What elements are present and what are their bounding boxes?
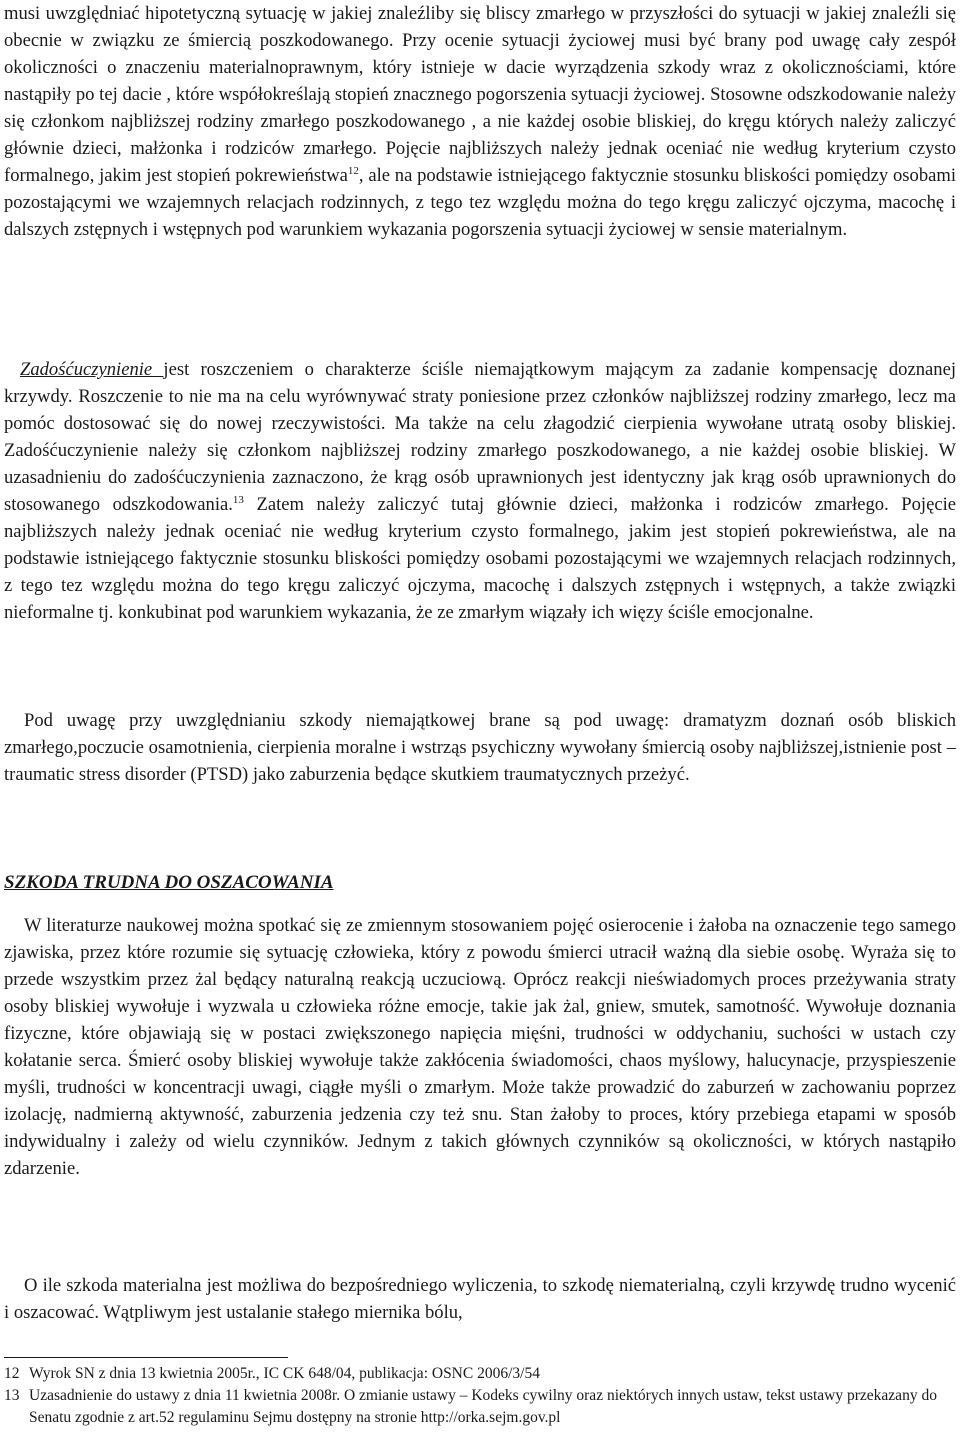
paragraph-2: [4, 356, 956, 626]
term-zadoscuczynienie: Zadośćuczynienie: [20, 359, 164, 380]
footnote-number: 12: [4, 1365, 20, 1382]
footnote-divider: [4, 1357, 288, 1358]
section-heading: SZKODA TRUDNA DO OSZACOWANIA: [4, 872, 334, 893]
footnote-text: Wyrok SN z dnia 13 kwietnia 2005r., IC CK 648/04, publikacja: OSNC 2006/3/54: [29, 1365, 540, 1382]
paragraph-2-text-a: jest roszczeniem o charakterze ściśle niemajątkowym mającym za zadanie kompensację doznanej krzywdy. Roszczenie to nie ma na celu wyrównywać straty poniesione przez członków najbliższej rodziny zmarłego, lecz ma pomóc dostosować się do nowej rzeczywistości. Ma także na celu złagodzić cierpienia wywołane utratą osoby bliskiej. Zadośćuczynienie należy się członkom najbliższej rodziny zmarłego poszkodowanego, a nie każdej osobie bliskiej. W uzasadnieniu do zadośćuczynienia zaznaczono, że krąg osób uprawnionych jest identyczny jak krąg osób uprawnionych do stosowanego odszkodowania.: [4, 359, 956, 515]
footnote-ref-12[interactable]: 12: [347, 165, 359, 177]
paragraph-5: O ile szkoda materialna jest możliwa do bezpośredniego wyliczenia, to szkodę niematerialną, czyli krzywdę trudno wycenić i oszacować. Wątpliwym jest ustalanie stałego miernika bólu,: [4, 1275, 956, 1323]
paragraph-1-text-b: , ale na podstawie istniejącego faktycznie stosunku bliskości pomiędzy osobami pozostającymi we wzajemnych relacjach rodzinnych, z tego tez względu można do tego kręgu zaliczyć ojczyma, macochę i dalszych zstępnych i wstępnych pod warunkiem wykazania pogorszenia sytuacji życiowej w sensie materialnym.: [4, 165, 957, 240]
footnote-number: 13: [4, 1387, 20, 1404]
footnote-13: [4, 1385, 956, 1428]
paragraph-4: W literaturze naukowej można spotkać się ze zmiennym stosowaniem pojęć osierocenie i żałoba na oznaczenie tego samego zjawiska, przez które rozumie się sytuację człowieka, który z powodu śmierci utracił ważną dla siebie osobę. Wyraża się to przede wszystkim przez żal będący naturalną reakcją uczuciową. Oprócz reakcji nieświadomych proces przeżywania straty osoby bliskiej wywołuje i wyzwala u człowieka różne emocje, takie jak żal, gniew, smutek, samotność. Wywołuje doznania fizyczne, które objawiają się w postaci zwiększonego napięcia mięśni, trudności w oddychaniu, suchości w ustach czy kołatanie serca. Śmierć osoby bliskiej wywołuje także zakłócenia świadomości, chaos myślowy, halucynacje, przyspieszenie myśli, trudności w koncentracji uwagi, ciągłe myśli o zmarłym. Może także prowadzić do zaburzeń w zachowaniu poprzez izolację, nadmierną aktywność, zaburzenia jedzenia czy też snu. Stan żałoby to proces, który przebiega etapami w sposób indywidualny i zależy od wielu czynników. Jednym z takich głównych czynników są okoliczności, w których nastąpiło zdarzenie.: [4, 915, 956, 1179]
footnote-12: [4, 1363, 956, 1385]
footnote-text: Uzasadnienie do ustawy z dnia 11 kwietnia 2008r. O zmianie ustawy – Kodeks cywilny oraz niektórych innych ustaw, tekst ustawy przekazany do Senatu zgodnie z art.52 regulaminu Sejmu dostępny na stronie http://orka.sejm.gov.pl: [29, 1387, 937, 1426]
paragraph-2-text-b: Zatem należy zaliczyć tutaj głównie dzieci, małżonka i rodziców zmarłego. Pojęcie najbliższych należy jednak oceniać nie według kryterium czysto formalnego, jakim jest stopień pokrewieństwa, ale na podstawie istniejącego faktycznie stosunku bliskości pomiędzy osobami pozostającymi we wzajemnych relacjach rodzinnych, z tego tez względu można do tego kręgu zaliczyć ojczyma, macochę i dalszych zstępnych i wstępnych, a także związki nieformalne tj. konkubinat pod warunkiem wykazania, że ze zmarłym wiązały ich więzy ściśle emocjonalne.: [4, 494, 956, 623]
footnote-ref-13[interactable]: 13: [232, 494, 244, 506]
paragraph-1: [4, 0, 956, 243]
paragraph-1-text-a: musi uwzględniać hipotetyczną sytuację w jakiej znaleźliby się bliscy zmarłego w przyszłości do sytuacji w jakiej znaleźli się obecnie w związku ze śmiercią poszkodowanego. Przy ocenie sytuacji życiowej musi być brany pod uwagę cały zespół okoliczności o znaczeniu materialnoprawnym, który istnieje w dacie wyrządzenia szkody wraz z okolicznościami, które nastąpiły po tej dacie , które współokreślają stopień znacznego pogorszenia sytuacji życiowej. Stosowne odszkodowanie należy się członkom najbliższej rodziny zmarłego poszkodowanego , a nie każdej osobie bliskiej, do kręgu których należy zaliczyć głównie dzieci, małżonka i rodziców zmarłego. Pojęcie najbliższych należy jednak oceniać nie według kryterium czysto formalnego, jakim jest stopień pokrewieństwa: [4, 3, 956, 186]
paragraph-3: Pod uwagę przy uwzględnianiu szkody niemajątkowej brane są pod uwagę: dramatyzm doznań osób bliskich zmarłego,poczucie osamotnienia, cierpienia moralne i wstrząs psychiczny wywołany śmiercią osoby najbliższej,istnienie post – traumatic stress disorder (PTSD) jako zaburzenia będące skutkiem traumatycznych przeżyć.: [4, 710, 956, 785]
